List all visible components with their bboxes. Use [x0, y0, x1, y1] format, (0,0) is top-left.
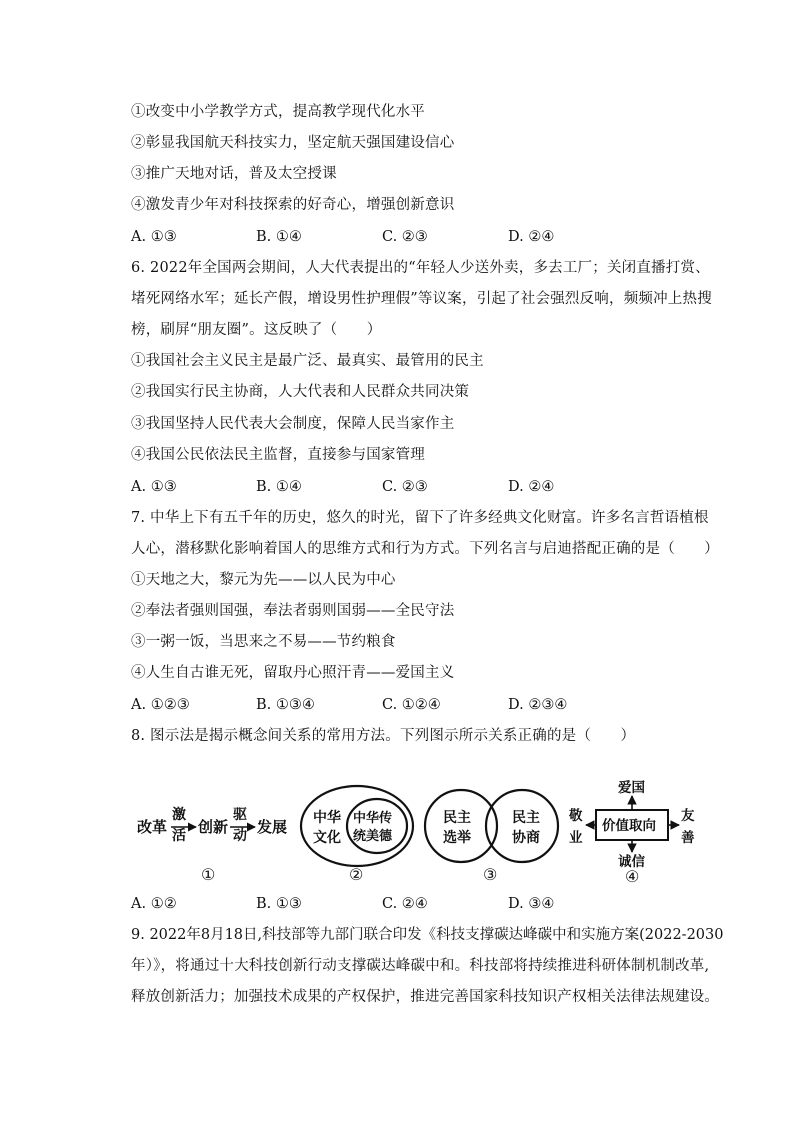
- d2-outer-line-1: 中华: [313, 810, 341, 826]
- d1-arrow-2-label-b: 动: [233, 828, 247, 844]
- q7-statement-1: ①天地之大，黎元为先——以人民为中心: [131, 572, 396, 588]
- q7-option-c[interactable]: C. ①②④: [382, 697, 441, 713]
- q6-option-b[interactable]: B. ①④: [256, 479, 302, 495]
- q8-option-d[interactable]: D. ③④: [508, 896, 555, 912]
- q7-statement-4: ④人生自古谁无死，留取丹心照汗青——爱国主义: [131, 665, 455, 681]
- q5-option-d[interactable]: D. ②④: [508, 229, 555, 245]
- q8-option-b[interactable]: B. ①③: [256, 896, 302, 912]
- d4-top-text: 爱国: [618, 780, 645, 796]
- d2-number: ②: [349, 865, 364, 884]
- q7-option-a[interactable]: A. ①②③: [131, 697, 190, 713]
- d4-right-text-2: 善: [681, 830, 695, 846]
- q7-option-d[interactable]: D. ②③④: [508, 697, 568, 713]
- q6-option-a[interactable]: A. ①③: [131, 479, 177, 495]
- q8-stem: 8. 图示法是揭示概念间关系的常用方法。下列图示所示关系正确的是（ ）: [131, 728, 636, 744]
- q6-option-c[interactable]: C. ②③: [382, 479, 428, 495]
- d3-right-line-1: 民主: [512, 810, 540, 826]
- q6-statement-4: ④我国公民依法民主监督，直接参与国家管理: [131, 447, 425, 463]
- d2-outer-line-2: 文化: [313, 830, 341, 846]
- diagram-1: [137, 806, 287, 884]
- q6-stem-line-1: 6. 2022年全国两会期间，人大代表提出的“年轻人少送外卖，多去工厂；关闭直播打赏、: [131, 260, 710, 276]
- diagram-2: [301, 786, 413, 884]
- d1-right-text: 发展: [257, 818, 288, 836]
- q5-option-c[interactable]: C. ②③: [382, 229, 428, 245]
- q9-stem-line-1: 9. 2022年8月18日,科技部等九部门联合印发《科技支撑碳达峰碳中和实施方案(2022-2030: [131, 927, 724, 943]
- d1-number: ①: [201, 865, 216, 884]
- d4-center-text: 价值取向: [602, 818, 656, 834]
- q5-statement-3: ③推广天地对话，普及太空授课: [131, 166, 337, 182]
- q6-stem-line-2: 堵死网络水军；延长产假，增设男性护理假”等议案，引起了社会强烈反响，频频冲上热搜: [131, 291, 712, 307]
- q7-statement-2: ②奉法者强则国强，奉法者弱则国弱——全民守法: [131, 603, 455, 619]
- q9-stem-line-2: 年）》，将通过十大科技创新行动支撑碳达峰碳中和。科技部将持续推进科研体制机制改革,: [131, 958, 710, 974]
- q6-statement-3: ③我国坚持人民代表大会制度，保障人民当家作主: [131, 416, 455, 432]
- q7-statement-3: ③一粥一饭，当思来之不易——节约粮食: [131, 634, 396, 650]
- diagram-3: [425, 790, 558, 884]
- d1-mid-text: 创新: [198, 818, 229, 836]
- q5-option-b[interactable]: B. ①④: [256, 229, 302, 245]
- q7-stem-line-2: 人心，潜移默化影响着国人的思维方式和行为方式。下列名言与启迪搭配正确的是（ ）: [131, 541, 719, 557]
- d3-left-line-2: 选举: [443, 830, 471, 846]
- d1-arrow-2-label-a: 驱: [233, 807, 247, 823]
- d1-arrow-1-label-a: 激: [172, 807, 186, 823]
- q5-statement-2: ②彰显我国航天科技实力，坚定航天强国建设信心: [131, 135, 455, 151]
- q8-option-c[interactable]: C. ②④: [382, 896, 428, 912]
- d3-left-line-1: 民主: [443, 810, 471, 826]
- q5-statement-4: ④激发青少年对科技探索的好奇心，增强创新意识: [131, 197, 455, 213]
- diagram-4: [568, 779, 695, 886]
- d3-number: ③: [483, 865, 498, 884]
- d4-left-text-2: 业: [569, 830, 583, 846]
- q6-statement-2: ②我国实行民主协商，人大代表和人民群众共同决策: [131, 384, 470, 400]
- q9-stem-line-3: 释放创新活力；加强技术成果的产权保护，推进完善国家科技知识产权相关法律法规建设。: [131, 989, 719, 1005]
- d2-inner-ellipse: [347, 799, 407, 853]
- q8-option-a[interactable]: A. ①②: [131, 896, 177, 912]
- d4-number: ④: [625, 867, 640, 886]
- q6-statement-1: ①我国社会主义民主是最广泛、最真实、最管用的民主: [131, 353, 484, 369]
- q6-option-d[interactable]: D. ②④: [508, 479, 555, 495]
- d1-arrow-1-label-b: 活: [172, 828, 186, 844]
- q8-diagrams: [131, 772, 701, 890]
- q8-figure: [131, 772, 701, 890]
- q6-stem-line-3: 榜，刷屏“朋友圈”。这反映了（ ）: [131, 322, 382, 338]
- q7-stem-line-1: 7. 中华上下有五千年的历史，悠久的时光，留下了许多经典文化财富。许多名言哲语植根: [131, 510, 709, 526]
- d1-left-text: 改革: [137, 818, 168, 836]
- d2-inner-line-2: 统美德: [353, 829, 393, 844]
- d4-bottom-text: 诚信: [618, 854, 645, 870]
- q7-option-b[interactable]: B. ①③④: [256, 697, 315, 713]
- q5-option-a[interactable]: A. ①③: [131, 229, 177, 245]
- d4-left-text-1: 敬: [569, 808, 583, 824]
- d2-inner-line-1: 中华传: [353, 811, 393, 826]
- d4-right-text-1: 友: [681, 808, 695, 824]
- d3-right-line-2: 协商: [512, 830, 540, 846]
- q5-statement-1: ①改变中小学教学方式，提高教学现代化水平: [131, 104, 425, 120]
- d2-outer-ellipse: [301, 786, 413, 866]
